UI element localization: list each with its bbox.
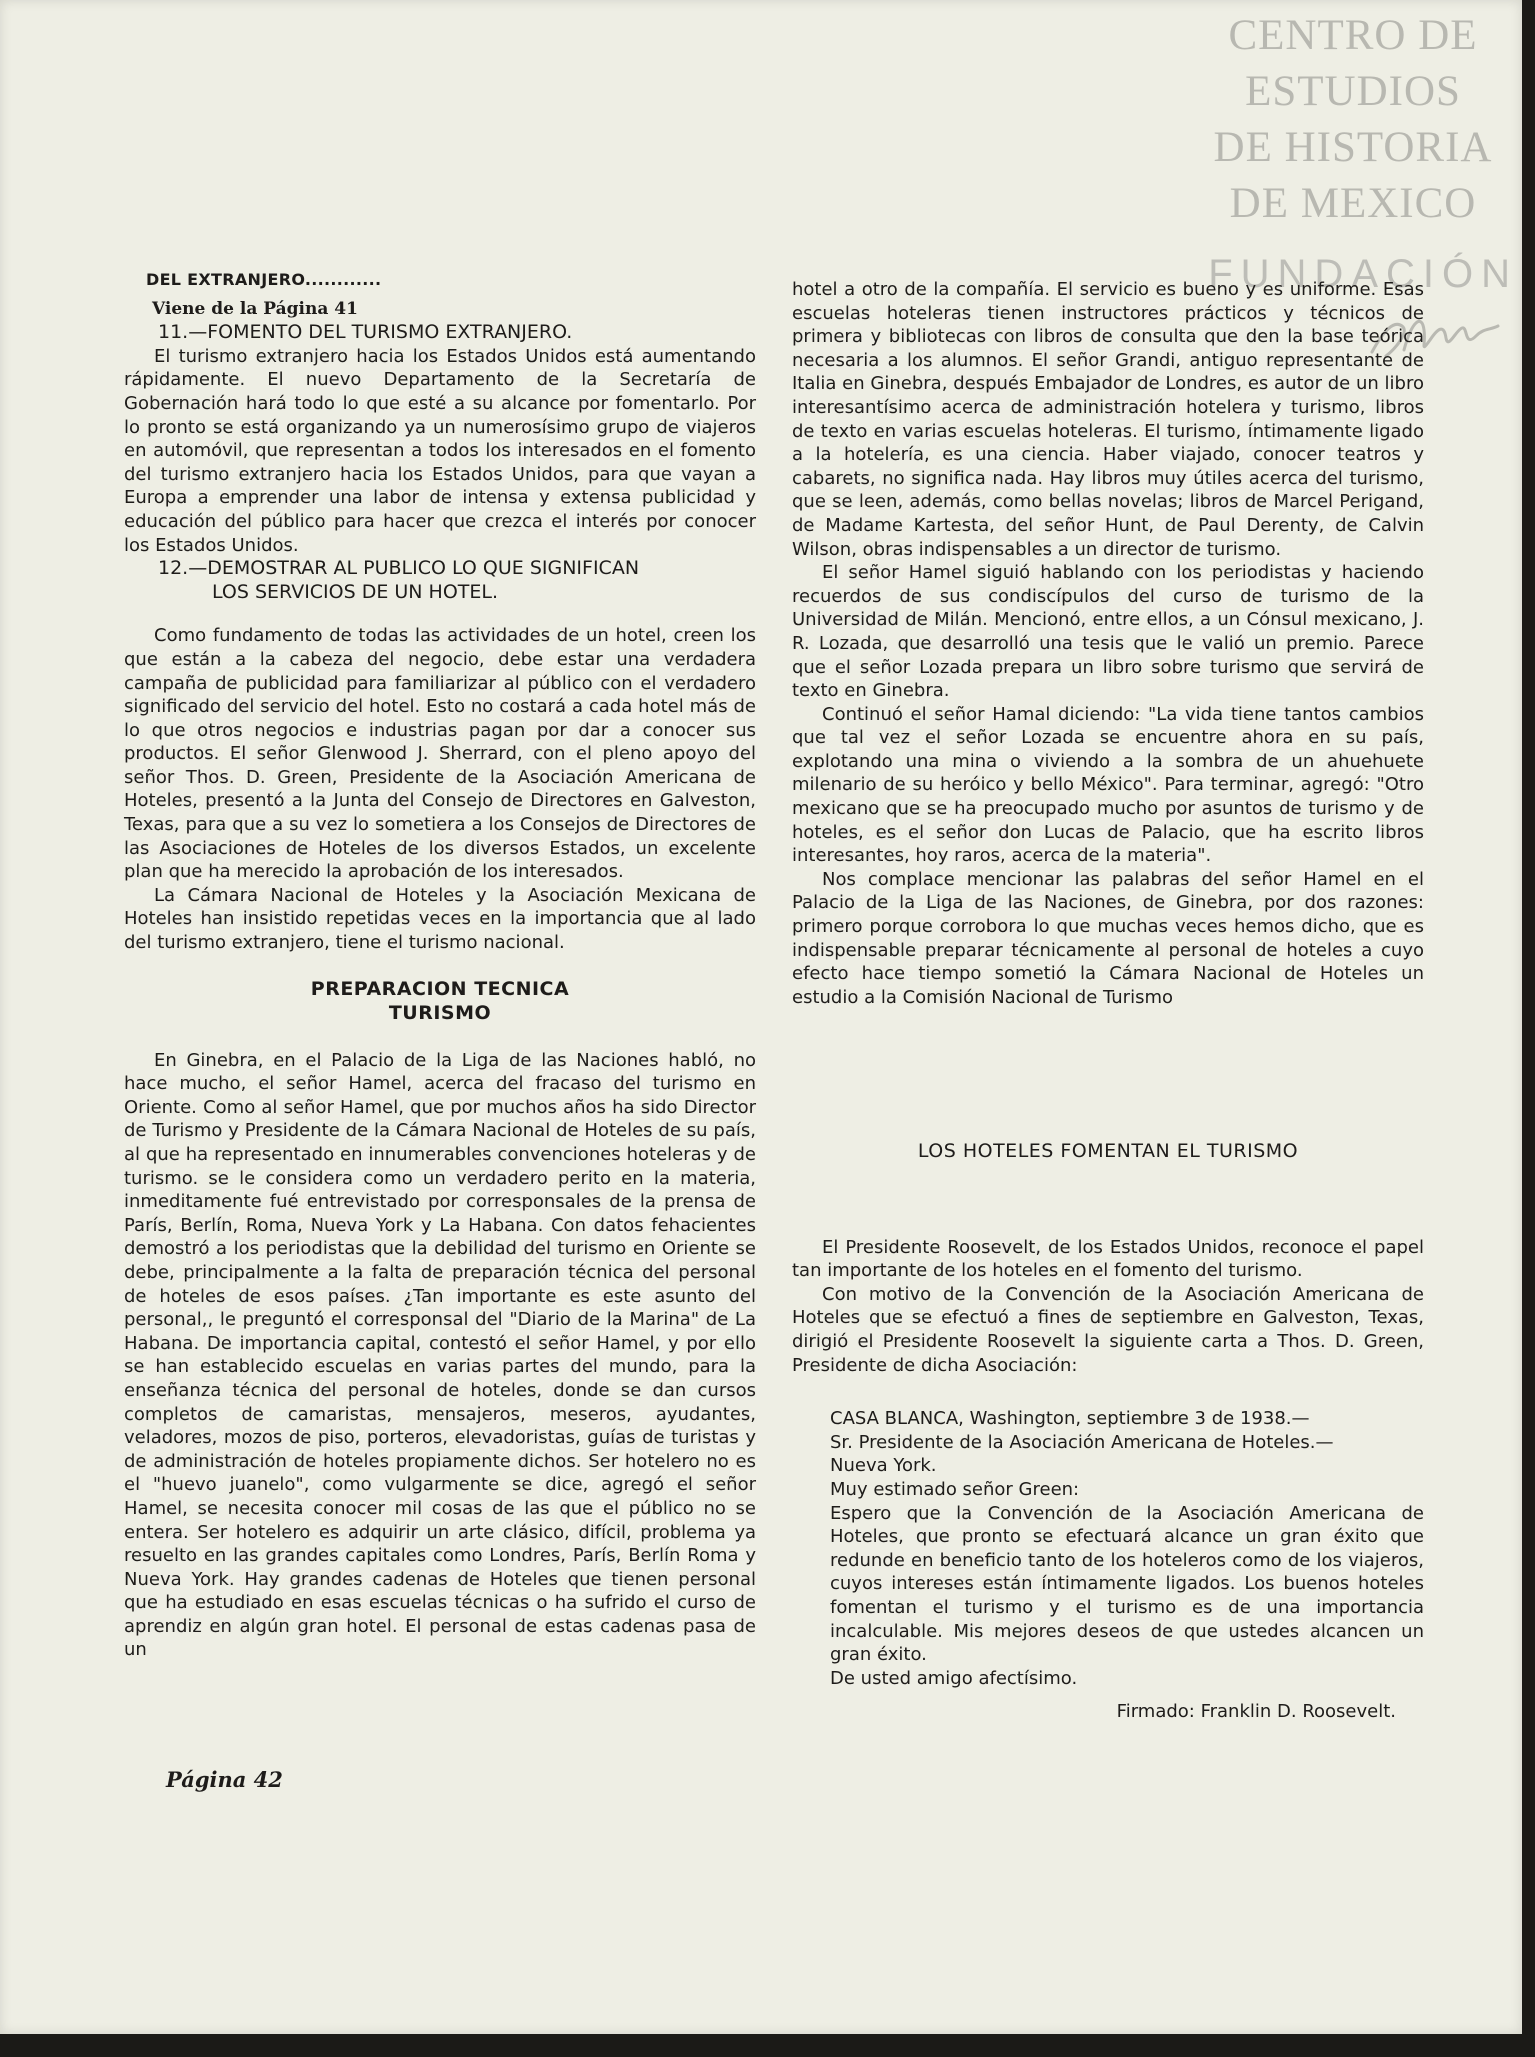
right-column-bottom — [792, 1140, 1424, 1724]
preparacion-tecnica-heading — [124, 977, 756, 1025]
roosevelt-paragraph-1: El Presidente Roosevelt, de los Estados Unidos, reconoce el papel tan importante de los hoteles en el fomento del turismo. — [792, 1236, 1424, 1282]
right-paragraph-1: hotel a otro de la compañía. El servicio es bueno y es uniforme. Esas escuelas hoteleras tienen instructores prácticos y técnicos de primera y bibliotecas con libros de consulta que den la base teórica necesaria a los alumnos. El señor Grandi, antiguo representante de Italia en Ginebra, después Embajador de Londres, es autor de un libro interesantísimo acerca de administración hotelera y turismo, libros de texto en varias escuelas hoteleras. El turismo, íntimamente ligado a la hotelería, es una ciencia. Haber viajado, conocer teatros y cabarets, no significa nada. Hay libros muy útiles acerca del turismo, que se leen, además, como bellas novelas; libros de Marcel Perigand, de Madame Kartesta, del señor Hunt, de Paul Derenty, de Calvin Wilson, obras indispensables a un director de turismo. — [792, 279, 1424, 560]
letter-signature: Firmado: Franklin D. Roosevelt. — [1116, 1701, 1396, 1723]
right-paragraph-2: El señor Hamel siguió hablando con los periodistas y haciendo recuerdos de sus condiscípulos del curso de turismo de la Universidad de Milán. Mencionó, entre ellos, a un Cónsul mexicano, J. R. Lozada, que desarrolló una tesis que le valió un premio. Parece que el señor Lozada prepara un libro sobre turismo que servirá de texto en Ginebra. — [792, 562, 1424, 702]
continued-from: Viene de la Página 41 — [152, 298, 358, 319]
page-number: Página 42 — [166, 1767, 283, 1792]
letter-recipient: Sr. Presidente de la Asociación Americana de Hoteles.— — [830, 1431, 1334, 1453]
section-11-text: El turismo extranjero hacia los Estados Unidos está aumentando rápidamente. El nuevo Departamento de la Secretaría de Gobernación hará todo lo que esté a su alcance por fomentarlo. Por lo pronto se está organizando ya un numerosísimo grupo de viajeros en automóvil, que representan a todos los interesados en el fomento del turismo extranjero hacia los Estados Unidos, para que vayan a Europa a emprender una labor de intensa y extensa publicidad y educación del público para hacer que crezca el interés por conocer los Estados Unidos. — [124, 345, 756, 556]
letter-place-date: CASA BLANCA, Washington, septiembre 3 de 1938.— — [830, 1408, 1310, 1430]
section-12-title — [158, 557, 756, 604]
section-12-title-line-1: 12.—DEMOSTRAR AL PUBLICO LO QUE SIGNIFICAN — [158, 557, 640, 580]
preparacion-text: En Ginebra, en el Palacio de la Liga de las Naciones habló, no hace mucho, el señor Hamel, acerca del fracaso del turismo en Oriente. Como al señor Hamel, que por muchos años ha sido Director de Turismo y Presidente de la Cámara Nacional de Hoteles de su país, al que ha representado en innumerables convenciones hoteleras y de turismo. se le considera como un verdadero perito en la materia, inmeditamente fué entrevistado por corresponsales de la prensa de París, Berlín, Roma, Nueva York y La Habana. Con datos fehacientes demostró a los periodistas que la debilidad del turismo en Oriente se debe, principalmente a la falta de preparación técnica del personal de hoteles de esos países. ¿Tan importante es este asunto del personal,, le preguntó el corresponsal del "Diario de la Marina" de La Habana. De importancia capital, contestó el señor Hamel, y por ello se han establecido escuelas en varias partes del mundo, para la enseñanza técnica del personal de hoteles, donde se dan cursos completos de camaristas, mensajeros, meseros, ayudantes, veladores, mozos de piso, porteros, elevadoristas, guías de turistas y de administración de hoteles propiamente dichos. Ser hotelero no es el "huevo juanelo", como vulgarmente se dice, agregó el señor Hamel, se necesita conocer mil cosas de las que el público no se entera. Ser hotelero es adquirir un arte clásico, difícil, problema ya resuelto en las grandes capitales como Londres, París, Berlín Roma y Nueva York. Hay grandes cadenas de Hoteles que tienen personal que ha estudiado en esas escuelas técnicas o ha sufrido el curso de aprendiz en algún gran hotel. El personal de estas cadenas pasa de un — [124, 1049, 756, 1661]
letter-body: Espero que la Convención de la Asociación Americana de Hoteles, que pronto se efectuará alcance un gran éxito que redunde en beneficio tanto de los hoteleros como de los viajeros, cuyos intereses están íntimamente ligados. Los buenos hoteles fomentan el turismo y el turismo es de una importancia incalculable. Mis mejores deseos de que ustedes alcancen un gran éxito. — [830, 1502, 1424, 1666]
letter-salutation: Muy estimado señor Green: — [830, 1478, 1080, 1500]
watermark-line-1: CENTRO DE — [1228, 12, 1478, 59]
watermark-line-3: DE HISTORIA — [1213, 124, 1493, 171]
roosevelt-letter — [792, 1407, 1424, 1724]
section-source: DEL EXTRANJERO............ — [146, 270, 382, 289]
section-12-paragraph-2: La Cámara Nacional de Hoteles y la Asociación Mexicana de Hoteles han insistido repetidas veces en la importancia que al lado del turismo extranjero, tiene el turismo nacional. — [124, 884, 756, 954]
right-column-top — [792, 278, 1424, 1009]
left-column — [124, 268, 756, 1662]
watermark-foundation: FUNDACIÓN — [1208, 252, 1518, 296]
watermark-line-2: ESTUDIOS — [1245, 68, 1461, 115]
watermark-line-4: DE MEXICO — [1229, 180, 1477, 227]
heading-line-2: TURISMO — [388, 1001, 492, 1024]
right-paragraph-3: Continuó el señor Hamal diciendo: "La vida tiene tantos cambios que tal vez el señor Lozada se encuentre ahora en su país, explotando una mina o viviendo a la sombra de un ahuehuete milenario de su heróico y bello México". Para terminar, agregó: "Otro mexicano que se ha preocupado mucho por asuntos de turismo y de hoteles, es el señor don Lucas de Palacio, que ha escrito libros interesantes, hoy raros, acerca de la materia". — [792, 703, 1424, 867]
section-12-paragraph-1: Como fundamento de todas las actividades de un hotel, creen los que están a la cabeza del negocio, debe estar una verdadera campaña de publicidad para familiarizar al público con el verdadero significado del servicio del hotel. Esto no costará a cada hotel más de lo que otros negocios e industrias pagan por dar a conocer sus productos. El señor Glenwood J. Sherrard, con el pleno apoyo del señor Thos. D. Green, Presidente de la Asociación Americana de Hoteles, presentó a la Junta del Consejo de Directores en Galveston, Texas, para que a su vez lo sometiera a los Consejos de Directores de las Asociaciones de Hoteles de los diversos Estados, un excelente plan que ha merecido la aprobación de los interesados. — [124, 625, 756, 883]
letter-city: Nueva York. — [830, 1455, 937, 1477]
archive-watermark — [1198, 8, 1508, 232]
hoteles-fomentan-heading: LOS HOTELES FOMENTAN EL TURISMO — [917, 1140, 1299, 1162]
roosevelt-paragraph-2: Con motivo de la Convención de la Asociación Americana de Hoteles que se efectuó a fines de septiembre en Galveston, Texas, dirigió el Presidente Roosevelt la siguiente carta a Thos. D. Green, Presidente de dicha Asociación: — [792, 1283, 1424, 1376]
letter-closing: De usted amigo afectísimo. — [830, 1667, 1078, 1689]
heading-line-1: PREPARACION TECNICA — [310, 977, 570, 1000]
section-12-title-line-2: LOS SERVICIOS DE UN HOTEL. — [212, 580, 499, 603]
right-paragraph-4: Nos complace mencionar las palabras del señor Hamel en el Palacio de la Liga de las Naciones, de Ginebra, por dos razones: primero porque corrobora lo que muchas veces hemos dicho, que es indispensable preparar técnicamente al personal de hoteles a cuyo efecto hace tiempo sometió la Cámara Nacional de Hoteles un estudio a la Comisión Nacional de Turismo — [792, 868, 1424, 1008]
section-11-title: 11.—FOMENTO DEL TURISMO EXTRANJERO. — [158, 321, 573, 344]
